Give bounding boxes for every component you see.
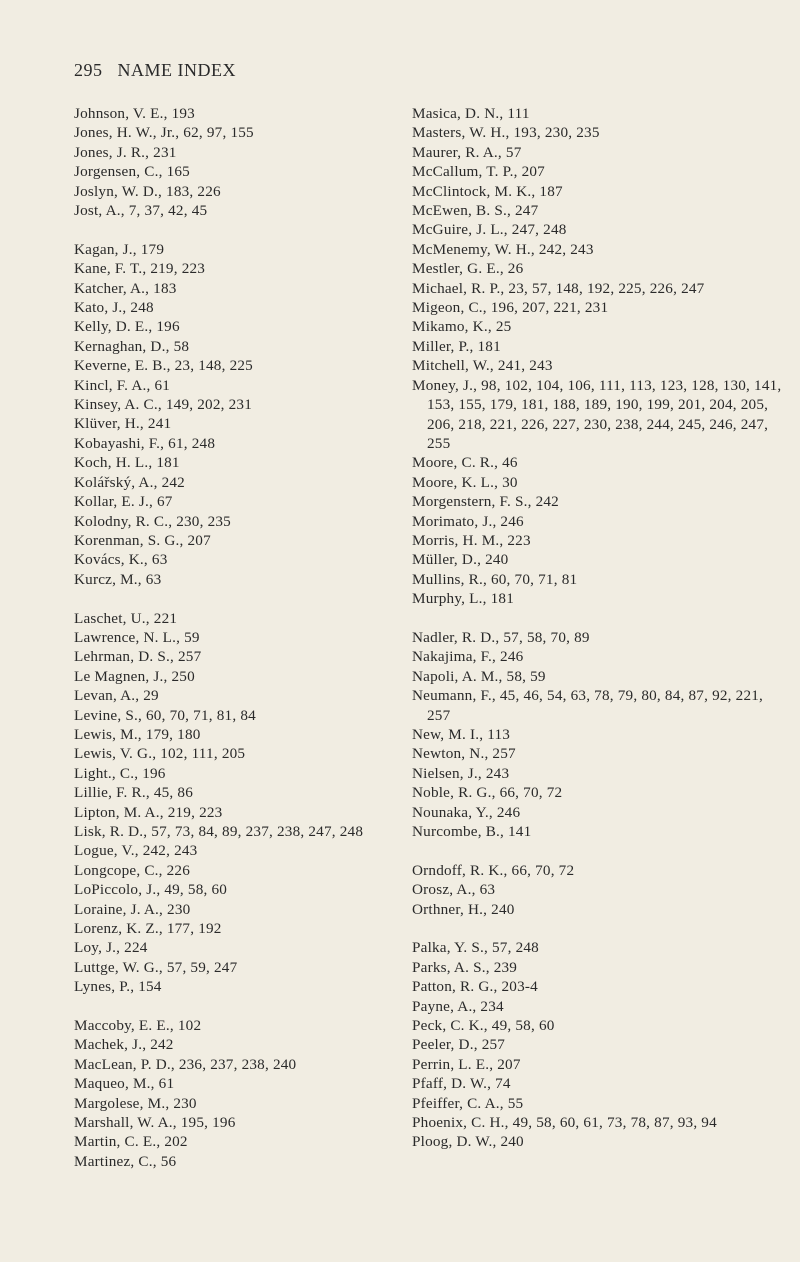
index-entry: Lawrence, N. L., 59 [74, 628, 200, 646]
index-entry: Lewis, M., 179, 180 [74, 725, 201, 743]
index-entry: Kincl, F. A., 61 [74, 376, 171, 394]
index-entry: Mitchell, W., 241, 243 [412, 357, 553, 375]
index-entry: Kovács, K., 63 [74, 551, 168, 569]
index-entry: Loy, J., 224 [74, 939, 148, 957]
index-entry: Lynes, P., 154 [74, 978, 162, 996]
index-entry: Patton, R. G., 203-4 [412, 978, 538, 996]
index-entry: Kagan, J., 179 [74, 240, 165, 258]
index-entry: Palka, Y. S., 57, 248 [412, 939, 539, 957]
index-entry: Lehrman, D. S., 257 [74, 648, 202, 666]
page-title: NAME INDEX [117, 60, 236, 80]
index-entry: Johnson, V. E., 193 [74, 105, 195, 122]
index-entry: Payne, A., 234 [412, 997, 504, 1015]
index-entry: Kinsey, A. C., 149, 202, 231 [74, 396, 253, 414]
index-entry: Lewis, V. G., 102, 111, 205 [74, 745, 246, 763]
index-entry: Levine, S., 60, 70, 71, 81, 84 [74, 706, 256, 724]
page-header [74, 60, 236, 81]
index-entry: Moore, K. L., 30 [412, 473, 518, 491]
index-entry: Jones, J. R., 231 [74, 143, 177, 161]
index-entry: Morgenstern, F. S., 242 [412, 493, 559, 511]
index-entry: McGuire, J. L., 247, 248 [412, 221, 567, 239]
index-entry: Lillie, F. R., 45, 86 [74, 784, 194, 802]
index-entry: LoPiccolo, J., 49, 58, 60 [74, 881, 228, 899]
index-entry: Jost, A., 7, 37, 42, 45 [74, 202, 208, 220]
index-entry: Neumann, F., 45, 46, 54, 63, 78, 79, 80, 84, 87, 92, 221, 257 [412, 687, 764, 724]
index-entry: Martin, C. E., 202 [74, 1133, 188, 1151]
index-column-left [74, 104, 394, 1191]
index-entry: McMenemy, W. H., 242, 243 [412, 240, 594, 258]
index-entry: Lorenz, K. Z., 177, 192 [74, 920, 222, 938]
index-entry: Masica, D. N., 111 [412, 105, 530, 122]
index-entry: Pfaff, D. W., 74 [412, 1075, 511, 1093]
index-entry: Phoenix, C. H., 49, 58, 60, 61, 73, 78, 87, 93, 94 [412, 1114, 717, 1132]
index-entry: Jorgensen, C., 165 [74, 163, 190, 181]
index-entry: Margolese, M., 230 [74, 1094, 197, 1112]
index-entry: Korenman, S. G., 207 [74, 531, 211, 549]
index-entry: Ploog, D. W., 240 [412, 1133, 524, 1151]
page-number: 295 [74, 60, 103, 80]
index-entry: Michael, R. P., 23, 57, 148, 192, 225, 226, 247 [412, 279, 705, 297]
index-entry: Logue, V., 242, 243 [74, 842, 198, 860]
index-entry: Lipton, M. A., 219, 223 [74, 803, 223, 821]
index-column-right [412, 104, 782, 1171]
index-entry: Orndoff, R. K., 66, 70, 72 [412, 861, 575, 879]
index-entry: Newton, N., 257 [412, 745, 516, 763]
index-entry: Migeon, C., 196, 207, 221, 231 [412, 299, 609, 317]
index-entry: Keverne, E. B., 23, 148, 225 [74, 357, 253, 375]
index-entry: Miller, P., 181 [412, 337, 501, 355]
index-entry: Koch, H. L., 181 [74, 454, 180, 472]
index-letter-group [74, 1016, 394, 1171]
index-entry: Light., C., 196 [74, 764, 166, 782]
index-entry: Le Magnen, J., 250 [74, 667, 195, 685]
index-entry: Machek, J., 242 [74, 1036, 174, 1054]
index-entry: Mikamo, K., 25 [412, 318, 512, 336]
index-entry: Marshall, W. A., 195, 196 [74, 1114, 236, 1132]
index-entry: Kelly, D. E., 196 [74, 318, 180, 336]
index-letter-group [412, 861, 782, 919]
index-entry: Maqueo, M., 61 [74, 1075, 175, 1093]
index-entry: Nielsen, J., 243 [412, 764, 510, 782]
index-entry: Noble, R. G., 66, 70, 72 [412, 784, 563, 802]
index-entry: Perrin, L. E., 207 [412, 1055, 521, 1073]
index-entry: Longcope, C., 226 [74, 861, 191, 879]
index-entry: McClintock, M. K., 187 [412, 182, 563, 200]
index-entry: Nadler, R. D., 57, 58, 70, 89 [412, 628, 590, 646]
index-entry: Kollar, E. J., 67 [74, 493, 173, 511]
index-entry: Kato, J., 248 [74, 299, 154, 317]
index-entry: Orthner, H., 240 [412, 900, 515, 918]
index-entry: Loraine, J. A., 230 [74, 900, 191, 918]
index-entry: Mullins, R., 60, 70, 71, 81 [412, 570, 578, 588]
index-entry: Parks, A. S., 239 [412, 958, 518, 976]
index-entry: Levan, A., 29 [74, 687, 159, 705]
index-entry: MacLean, P. D., 236, 237, 238, 240 [74, 1055, 297, 1073]
index-entry: Kane, F. T., 219, 223 [74, 260, 206, 278]
index-entry: Luttge, W. G., 57, 59, 247 [74, 958, 238, 976]
index-letter-group [74, 104, 394, 220]
index-entry: Moore, C. R., 46 [412, 454, 518, 472]
index-letter-group [412, 628, 782, 841]
index-entry: Martinez, C., 56 [74, 1152, 177, 1170]
index-letter-group [412, 104, 782, 609]
index-entry: Napoli, A. M., 58, 59 [412, 667, 546, 685]
index-entry: Money, J., 98, 102, 104, 106, 111, 113, 123, 128, 130, 141, 153, 155, 179, 181, 188, 189, 190, 199, 201, 204, 205, 206, 218, 221, 226, 227, 230, 238, 244, 245, 246, 247, 255 [412, 376, 782, 452]
index-entry: Katcher, A., 183 [74, 279, 177, 297]
index-entry: Klüver, H., 241 [74, 415, 172, 433]
index-entry: Maurer, R. A., 57 [412, 143, 522, 161]
index-entry: Kobayashi, F., 61, 248 [74, 434, 216, 452]
index-entry: Joslyn, W. D., 183, 226 [74, 182, 221, 200]
index-entry: Kolářský, A., 242 [74, 473, 185, 491]
index-entry: New, M. I., 113 [412, 725, 511, 743]
index-entry: Morimato, J., 246 [412, 512, 524, 530]
index-entry: Peeler, D., 257 [412, 1036, 506, 1054]
index-letter-group [74, 609, 394, 997]
index-entry: Masters, W. H., 193, 230, 235 [412, 124, 600, 142]
index-letter-group [412, 938, 782, 1151]
index-entry: Nurcombe, B., 141 [412, 823, 532, 841]
index-entry: Laschet, U., 221 [74, 609, 178, 627]
index-entry: Peck, C. K., 49, 58, 60 [412, 1017, 555, 1035]
index-entry: Morris, H. M., 223 [412, 531, 531, 549]
index-entry: Pfeiffer, C. A., 55 [412, 1094, 524, 1112]
index-entry: Nounaka, Y., 246 [412, 803, 521, 821]
index-entry: McEwen, B. S., 247 [412, 202, 539, 220]
index-entry: Mestler, G. E., 26 [412, 260, 524, 278]
index-entry: Nakajima, F., 246 [412, 648, 524, 666]
index-entry: Kernaghan, D., 58 [74, 337, 190, 355]
index-entry: Lisk, R. D., 57, 73, 84, 89, 237, 238, 247, 248 [74, 823, 364, 840]
index-entry: Murphy, L., 181 [412, 590, 514, 608]
index-entry: Maccoby, E. E., 102 [74, 1017, 202, 1035]
index-entry: Orosz, A., 63 [412, 881, 496, 899]
index-letter-group [74, 240, 394, 589]
index-entry: Müller, D., 240 [412, 551, 509, 569]
index-entry: Kolodny, R. C., 230, 235 [74, 512, 231, 530]
index-entry: McCallum, T. P., 207 [412, 163, 545, 181]
index-entry: Kurcz, M., 63 [74, 570, 162, 588]
index-entry: Jones, H. W., Jr., 62, 97, 155 [74, 124, 254, 142]
